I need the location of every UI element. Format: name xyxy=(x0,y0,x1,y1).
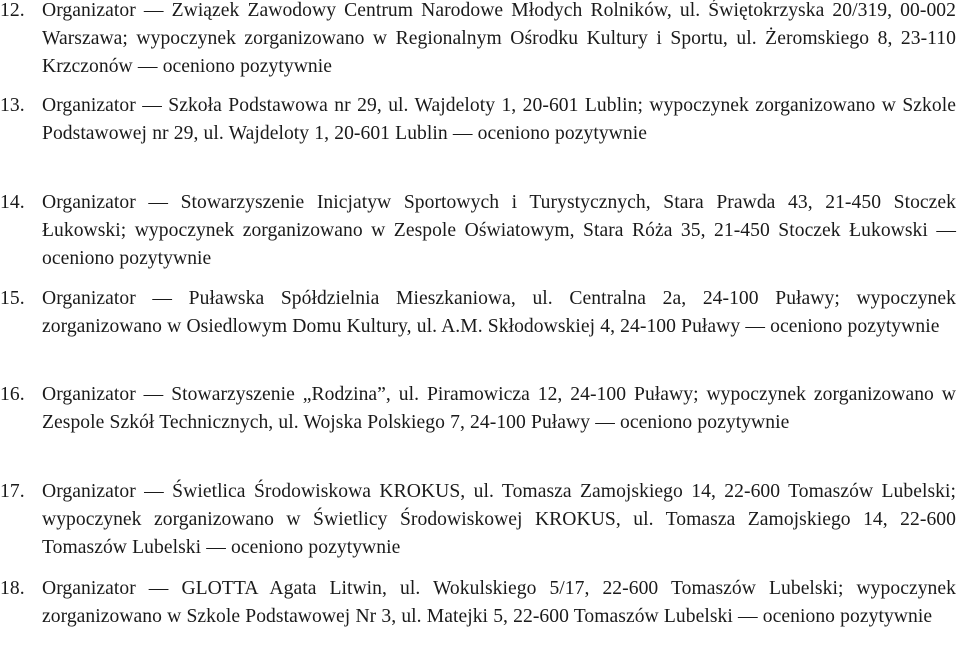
list-item-17 xyxy=(0,478,956,562)
list-item-number: 16. xyxy=(0,384,25,405)
list-item-number: 18. xyxy=(0,578,25,599)
list-item-text: Organizator — Szkoła Podstawowa nr 29, ul. Wajdeloty 1, 20-601 Lublin; wypoczynek zorganizowano w Szkole Podstawowej nr 29, ul. Wajdeloty 1, 20-601 Lublin — oceniono pozytywnie xyxy=(42,95,956,144)
list-item-text: Organizator — Stowarzyszenie „Rodzina”, ul. Piramowicza 12, 24-100 Puławy; wypoczynek zorganizowano w Zespole Szkół Technicznych, ul. Wojska Polskiego 7, 24-100 Puławy — oceniono pozytywnie xyxy=(42,384,956,433)
list-item-number: 17. xyxy=(0,481,25,502)
list-item-16 xyxy=(0,381,956,437)
list-item-number: 13. xyxy=(0,95,25,116)
list-item-number: 12. xyxy=(0,0,25,21)
list-item-13 xyxy=(0,92,956,148)
list-item-number: 14. xyxy=(0,192,25,213)
list-item-14 xyxy=(0,189,956,273)
list-item-text: Organizator — GLOTTA Agata Litwin, ul. Wokulskiego 5/17, 22-600 Tomaszów Lubelski; wypoczynek zorganizowano w Szkole Podstawowej Nr 3, ul. Matejki 5, 22-600 Tomaszów Lubelski — oceniono pozytywnie xyxy=(42,578,956,627)
list-item-number: 15. xyxy=(0,288,25,309)
list-item-12 xyxy=(0,0,956,81)
list-item-text: Organizator — Puławska Spółdzielnia Mieszkaniowa, ul. Centralna 2a, 24-100 Puławy; wypoczynek zorganizowano w Osiedlowym Domu Kultury, ul. A.M. Skłodowskiej 4, 24-100 Puławy — oceniono pozytywnie xyxy=(42,288,956,337)
list-item-text: Organizator — Związek Zawodowy Centrum Narodowe Młodych Rolników, ul. Świętokrzyska 20/319, 00-002 Warszawa; wypoczynek zorganizowano w Regionalnym Ośrodku Kultury i Sportu, ul. Żeromskiego 8, 23-110 Krzczonów — oceniono pozytywnie xyxy=(42,0,956,77)
list-item-18 xyxy=(0,575,956,631)
list-item-text: Organizator — Stowarzyszenie Inicjatyw Sportowych i Turystycznych, Stara Prawda 43, 21-450 Stoczek Łukowski; wypoczynek zorganizowano w Zespole Oświatowym, Stara Róża 35, 21-450 Stoczek Łukowski — oceniono pozytywnie xyxy=(42,192,956,269)
list-item-15 xyxy=(0,285,956,341)
list-item-text: Organizator — Świetlica Środowiskowa KROKUS, ul. Tomasza Zamojskiego 14, 22-600 Tomaszów Lubelski; wypoczynek zorganizowano w Świetlicy Środowiskowej KROKUS, ul. Tomasza Zamojskiego 14, 22-600 Tomaszów Lubelski — oceniono pozytywnie xyxy=(42,481,956,558)
